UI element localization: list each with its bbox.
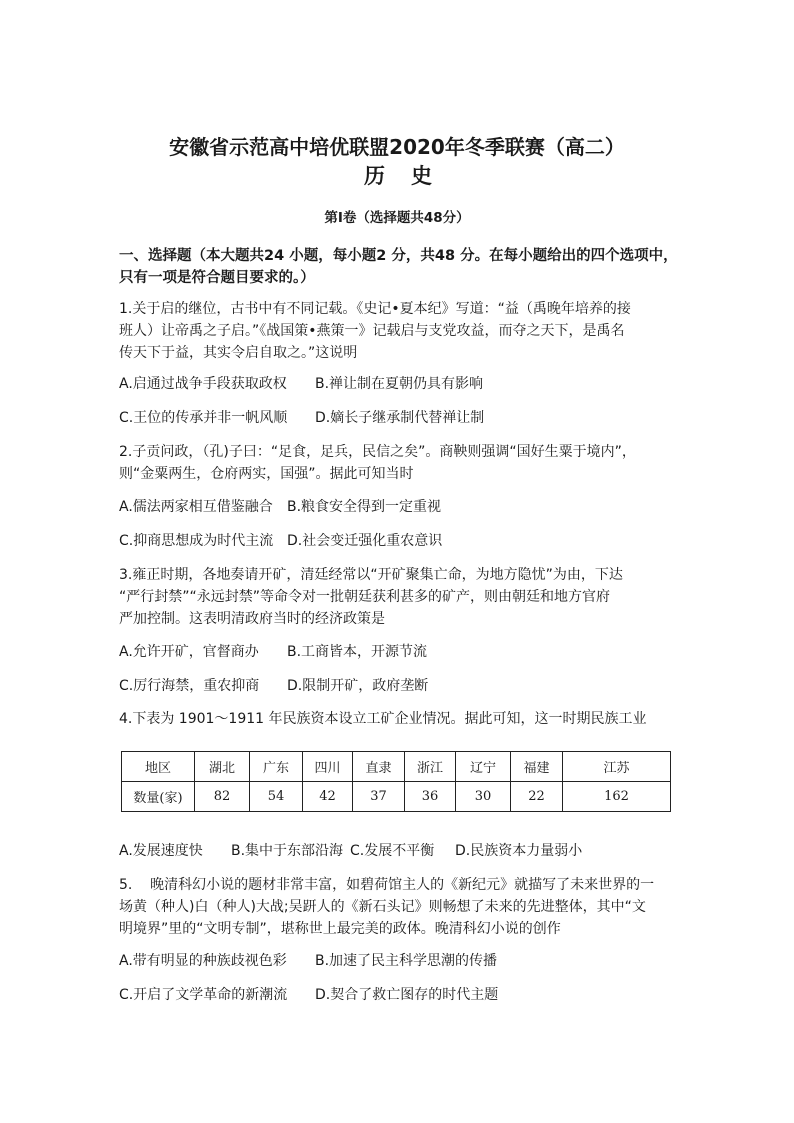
subject-heading: 历史 — [364, 164, 458, 188]
option-d: D.社会变迁强化重农意识 — [287, 533, 443, 549]
table-header-cell: 湖北 — [195, 752, 250, 782]
exam-title: 安徽省示范高中培优联盟2020年冬季联赛（高二） — [169, 135, 625, 159]
question-stem-line: “严行封禁”“永远封禁”等命令对一批朝廷获利甚多的矿产，则由朝廷和地方官府 — [119, 589, 611, 605]
question-stem-line: 1.关于启的继位，古书中有不同记载。《史记•夏本纪》写道：“益（禹晚年培养的接 — [119, 301, 631, 317]
table-cell: 42 — [303, 782, 353, 812]
table-cell: 数量(家) — [122, 782, 195, 812]
option-c: C.发展不平衡 — [350, 843, 435, 859]
option-a: A.允许开矿，官督商办 — [119, 644, 259, 660]
question-stem-line: 4.下表为 1901～1911 年民族资本设立工矿企业情况。据此可知，这一时期民族工业 — [119, 711, 647, 727]
option-b: B.集中于东部沿海 — [231, 843, 344, 859]
table-header-cell: 江苏 — [563, 752, 671, 782]
table-cell: 36 — [405, 782, 456, 812]
table-header-cell: 四川 — [303, 752, 353, 782]
section-instructions-line-1: 一、选择题（本大题共24 小题，每小题2 分，共48 分。在每小题给出的四个选项中， — [119, 248, 678, 264]
option-b: B.加速了民主科学思潮的传播 — [315, 953, 498, 969]
option-b: B.粮食安全得到一定重视 — [287, 499, 442, 515]
question-stem-line: 班人）让帝禹之子启。”《战国策•燕策一》记载启与支党攻益，而夺之天下，是禹名 — [119, 323, 625, 339]
option-d: D.契合了救亡图存的时代主题 — [315, 987, 499, 1003]
question-stem-line: 场黄（种人)白（种人)大战;吴趼人的《新石头记》则畅想了未来的先进整体，其中“文 — [119, 899, 646, 915]
option-d: D.民族资本力量弱小 — [455, 843, 583, 859]
table-row — [122, 782, 671, 812]
option-c: C.抑商思想成为时代主流 — [119, 533, 274, 549]
table-header-cell: 辽宁 — [456, 752, 511, 782]
table-header-cell: 地区 — [122, 752, 195, 782]
option-c: C.厉行海禁，重农抑商 — [119, 678, 260, 694]
option-c: C.王位的传承并非一帆风顺 — [119, 410, 288, 426]
option-b: B.禅让制在夏朝仍具有影响 — [315, 376, 484, 392]
table-cell: 30 — [456, 782, 511, 812]
table-header-cell: 浙江 — [405, 752, 456, 782]
table-cell: 22 — [511, 782, 563, 812]
table-cell: 54 — [250, 782, 303, 812]
question-stem-line: 3.雍正时期，各地奏请开矿，清廷经常以“开矿聚集亡命，为地方隐忧”为由，下达 — [119, 567, 623, 583]
question-stem-line: 传天下于益，其实令启自取之。”这说明 — [119, 345, 358, 361]
question-stem-line: 明境界”里的“文明专制”，堪称世上最完美的政体。晚清科幻小说的创作 — [119, 921, 561, 937]
option-c: C.开启了文学革命的新潮流 — [119, 987, 288, 1003]
question-stem-line: 严加控制。这表明清政府当时的经济政策是 — [119, 611, 385, 627]
option-d: D.嫡长子继承制代替禅让制 — [315, 410, 485, 426]
section-instructions-line-2: 只有一项是符合题目要求的。） — [119, 270, 315, 286]
option-a: A.儒法两家相互借鉴融合 — [119, 499, 273, 515]
question-stem-line: 则“金粟两生，仓府两实，国强”。据此可知当时 — [119, 466, 414, 482]
table-cell: 37 — [353, 782, 405, 812]
table-header-cell: 福建 — [511, 752, 563, 782]
table-cell: 162 — [563, 782, 671, 812]
part-heading: 第I卷（选择题共48分） — [324, 210, 470, 226]
option-a: A.带有明显的种族歧视色彩 — [119, 953, 287, 969]
table-header-cell: 直隶 — [353, 752, 405, 782]
question-stem-line: 5. 晚清科幻小说的题材非常丰富，如碧荷馆主人的《新纪元》就描写了未来世界的一 — [119, 877, 655, 893]
table-header-row — [122, 752, 671, 782]
option-a: A.发展速度快 — [119, 843, 203, 859]
table-header-cell: 广东 — [250, 752, 303, 782]
enterprise-table — [121, 751, 671, 812]
option-a: A.启通过战争手段获取政权 — [119, 376, 287, 392]
table-cell: 82 — [195, 782, 250, 812]
question-stem-line: 2.子贡问政，（孔)子曰：“足食，足兵，民信之矣”。商鞅则强调“国好生粟于境内”， — [119, 444, 636, 460]
option-d: D.限制开矿，政府垄断 — [287, 678, 429, 694]
option-b: B.工商皆本，开源节流 — [287, 644, 428, 660]
